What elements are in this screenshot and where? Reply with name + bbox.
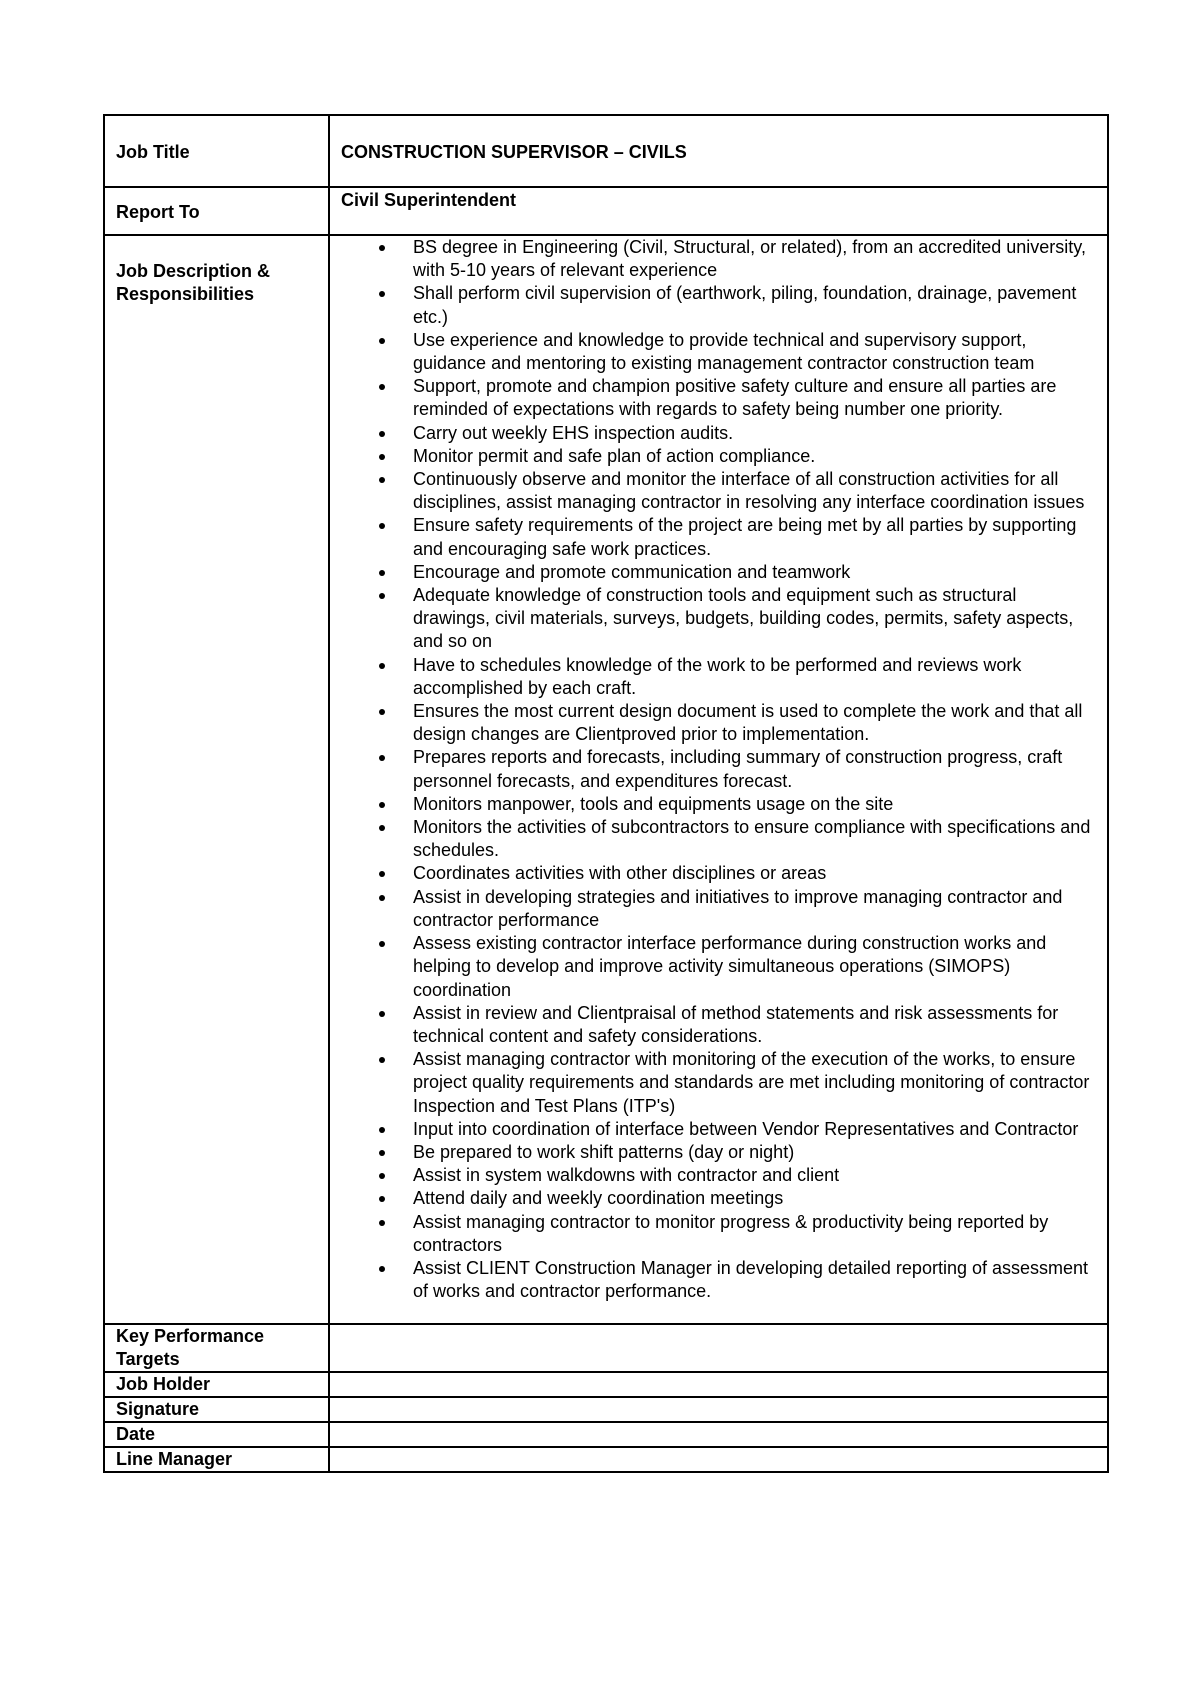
responsibilities-row (104, 235, 1108, 1324)
date-label: Date (104, 1422, 329, 1447)
job-title-label: Job Title (104, 115, 329, 187)
date-value (329, 1422, 1108, 1447)
job-holder-value (329, 1372, 1108, 1397)
responsibility-item: Prepares reports and forecasts, including summary of construction progress, craft personnel forecasts, and expenditures forecast. (413, 746, 1095, 792)
job-description-table (103, 114, 1109, 1473)
responsibility-item: Use experience and knowledge to provide technical and supervisory support, guidance and mentoring to existing management contractor construction team (413, 329, 1095, 375)
report-to-label: Report To (104, 187, 329, 235)
job-holder-label: Job Holder (104, 1372, 329, 1397)
job-holder-row (104, 1372, 1108, 1397)
responsibilities-list (341, 236, 1095, 1303)
responsibility-item: Monitors manpower, tools and equipments usage on the site (413, 793, 1095, 816)
signature-value (329, 1397, 1108, 1422)
responsibility-item: Support, promote and champion positive safety culture and ensure all parties are reminded of expectations with regards to safety being number one priority. (413, 375, 1095, 421)
responsibility-item: BS degree in Engineering (Civil, Structural, or related), from an accredited university, with 5-10 years of relevant experience (413, 236, 1095, 282)
responsibility-item: Assist in system walkdowns with contractor and client (413, 1164, 1095, 1187)
report-to-row (104, 187, 1108, 235)
signature-row (104, 1397, 1108, 1422)
responsibility-item: Monitors the activities of subcontractors to ensure compliance with specifications and schedules. (413, 816, 1095, 862)
line-manager-row (104, 1447, 1108, 1472)
responsibility-item: Assist managing contractor with monitoring of the execution of the works, to ensure project quality requirements and standards are met including monitoring of contractor Inspection and Test Plans (ITP's) (413, 1048, 1095, 1118)
line-manager-label: Line Manager (104, 1447, 329, 1472)
responsibilities-cell (329, 235, 1108, 1324)
date-row (104, 1422, 1108, 1447)
responsibility-item: Carry out weekly EHS inspection audits. (413, 422, 1095, 445)
report-to-value: Civil Superintendent (329, 187, 1108, 235)
responsibility-item: Attend daily and weekly coordination meetings (413, 1187, 1095, 1210)
responsibility-item: Shall perform civil supervision of (earthwork, piling, foundation, drainage, pavement etc.) (413, 282, 1095, 328)
signature-label: Signature (104, 1397, 329, 1422)
responsibility-item: Continuously observe and monitor the interface of all construction activities for all disciplines, assist managing contractor in resolving any interface coordination issues (413, 468, 1095, 514)
responsibilities-label: Job Description & Responsibilities (104, 235, 329, 1324)
responsibility-item: Assist CLIENT Construction Manager in developing detailed reporting of assessment of works and contractor performance. (413, 1257, 1095, 1303)
kpt-row (104, 1324, 1108, 1372)
responsibility-item: Input into coordination of interface between Vendor Representatives and Contractor (413, 1118, 1095, 1141)
responsibility-item: Assist in review and Clientpraisal of method statements and risk assessments for technical content and safety considerations. (413, 1002, 1095, 1048)
responsibility-item: Monitor permit and safe plan of action compliance. (413, 445, 1095, 468)
kpt-value (329, 1324, 1108, 1372)
job-title-row (104, 115, 1108, 187)
kpt-label: Key Performance Targets (104, 1324, 329, 1372)
responsibility-item: Assist in developing strategies and initiatives to improve managing contractor and contractor performance (413, 886, 1095, 932)
responsibility-item: Have to schedules knowledge of the work to be performed and reviews work accomplished by each craft. (413, 654, 1095, 700)
responsibility-item: Be prepared to work shift patterns (day or night) (413, 1141, 1095, 1164)
responsibility-item: Ensure safety requirements of the project are being met by all parties by supporting and encouraging safe work practices. (413, 514, 1095, 560)
responsibility-item: Assist managing contractor to monitor progress & productivity being reported by contractors (413, 1211, 1095, 1257)
responsibility-item: Assess existing contractor interface performance during construction works and helping to develop and improve activity simultaneous operations (SIMOPS) coordination (413, 932, 1095, 1002)
responsibility-item: Adequate knowledge of construction tools and equipment such as structural drawings, civil materials, surveys, budgets, building codes, permits, safety aspects, and so on (413, 584, 1095, 654)
responsibility-item: Encourage and promote communication and teamwork (413, 561, 1095, 584)
responsibility-item: Coordinates activities with other disciplines or areas (413, 862, 1095, 885)
line-manager-value (329, 1447, 1108, 1472)
responsibility-item: Ensures the most current design document is used to complete the work and that all design changes are Clientproved prior to implementation. (413, 700, 1095, 746)
job-title-value: CONSTRUCTION SUPERVISOR – CIVILS (329, 115, 1108, 187)
